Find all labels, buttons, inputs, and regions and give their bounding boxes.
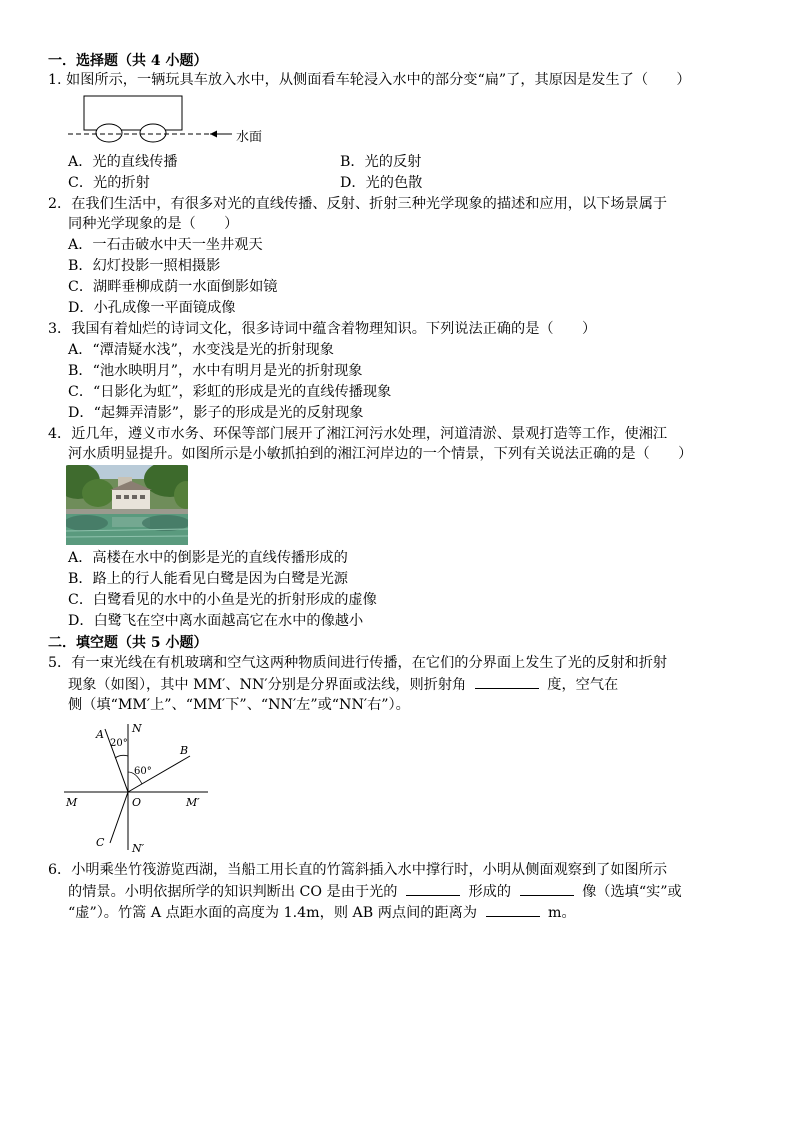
q5-line2-tail: 度，空气在 — [547, 677, 619, 693]
q6-line1: 6．小明乘坐竹筏游览西湖，当船工用长直的竹篙斜插入水中撑行时，小明从侧面观察到了如图所示 — [48, 862, 668, 878]
q5-label-n: N — [132, 722, 142, 735]
q2-stem-line2: 同种光学现象的是（ ） — [68, 216, 239, 232]
q5-label-m-prime: M′ — [186, 796, 200, 809]
q4-stem-line1: 4．近几年，遵义市水务、环保等部门展开了湘江河污水处理，河道清淤、景观打造等工作，使湘江 — [48, 426, 668, 442]
q4-option-b[interactable]: B．路上的行人能看见白鹭是因为白鹭是光源 — [68, 571, 348, 587]
q5-line1: 5．有一束光线在有机玻璃和空气这两种物质间进行传播，在它们的分界面上发生了光的反射和折射 — [48, 655, 668, 671]
q6-line3-text: “虚”）。竹篙 A 点距水面的高度为 1.4m，则 AB 两点间的距离为 — [68, 905, 478, 921]
q2-stem-line1: 2．在我们生活中，有很多对光的直线传播、反射、折射三种光学现象的描述和应用，以下场景属于 — [48, 196, 668, 212]
q4-option-d[interactable]: D．白鹭飞在空中离水面越高它在水中的像越小 — [68, 613, 364, 629]
q6-line2-tail: 像（选填“实”或 — [582, 884, 682, 900]
q4-option-a[interactable]: A．高楼在水中的倒影是光的直线传播形成的 — [68, 550, 348, 566]
q6-line3 — [68, 902, 768, 923]
q6-distance-blank[interactable] — [486, 902, 540, 917]
q5-label-a: A — [96, 728, 104, 741]
q3-option-b[interactable]: B．“池水映明月”，水中有明月是光的折射现象 — [68, 363, 363, 379]
section-title-fill-blank: 二．填空题（共 5 小题） — [48, 635, 208, 651]
q3-stem: 3．我国有着灿烂的诗词文化，很多诗词中蕴含着物理知识。下列说法正确的是（ ） — [48, 321, 597, 337]
section-title-choice: 一．选择题（共 4 小题） — [48, 53, 208, 69]
q5-label-o: O — [132, 796, 142, 809]
q6-light-phenomenon-blank[interactable] — [406, 881, 460, 896]
q2-option-b[interactable]: B．幻灯投影一照相摄影 — [68, 258, 221, 274]
q1-option-b[interactable]: B．光的反射 — [340, 154, 422, 170]
q3-option-a[interactable]: A．“潭清疑水浅”，水变浅是光的折射现象 — [68, 342, 334, 358]
q6-line2 — [68, 881, 768, 902]
q2-option-d[interactable]: D．小孔成像一平面镜成像 — [68, 300, 236, 316]
q1-stem: 1. 如图所示，一辆玩具车放入水中，从侧面看车轮浸入水中的部分变“扁”了，其原因是发生了（ ） — [48, 72, 691, 88]
q5-light-refraction-diagram — [60, 718, 220, 858]
q4-option-c[interactable]: C．白鹭看见的水中的小鱼是光的折射形成的虚像 — [68, 592, 377, 608]
q5-label-b: B — [180, 744, 189, 757]
q6-line3-tail: m。 — [548, 905, 576, 921]
q1-option-c[interactable]: C．光的折射 — [68, 175, 150, 191]
q2-option-c[interactable]: C．湖畔垂柳成荫一水面倒影如镜 — [68, 279, 278, 295]
q5-angle-60: 60° — [134, 766, 152, 777]
q5-line2 — [68, 674, 768, 695]
q6-image-type-blank[interactable] — [520, 881, 574, 896]
q5-label-m: M — [66, 796, 78, 809]
q4-stem-line2: 河水质明显提升。如图所示是小敏抓拍到的湘江河岸边的一个情景，下列有关说法正确的是（ ） — [68, 446, 693, 462]
q4-riverside-photo — [66, 465, 188, 545]
q1-water-surface-label: 水面 — [236, 130, 263, 145]
q5-angle-20: 20° — [110, 738, 128, 749]
q2-option-a[interactable]: A．一石击破水中天一坐井观天 — [68, 237, 263, 253]
q5-label-c: C — [96, 836, 105, 849]
q6-line2-mid: 形成的 — [468, 884, 512, 900]
q5-label-n-prime: N′ — [132, 842, 145, 855]
q5-line2-text: 现象（如图），其中 MM′、NN′分别是分界面或法线，则折射角 — [68, 677, 467, 693]
q6-line2-text: 的情景。小明依据所学的知识判断出 CO 是由于光的 — [68, 884, 398, 900]
q1-option-d[interactable]: D．光的色散 — [340, 175, 423, 191]
q5-line3: 侧（填“MM′上”、“MM′下”、“NN′左”或“NN′右”）。 — [68, 697, 410, 713]
q3-option-c[interactable]: C．“日影化为虹”，彩虹的形成是光的直线传播现象 — [68, 384, 392, 400]
q5-refraction-angle-blank[interactable] — [475, 674, 539, 689]
q3-option-d[interactable]: D．“起舞弄清影”，影子的形成是光的反射现象 — [68, 405, 364, 421]
q1-option-a[interactable]: A．光的直线传播 — [68, 154, 178, 170]
